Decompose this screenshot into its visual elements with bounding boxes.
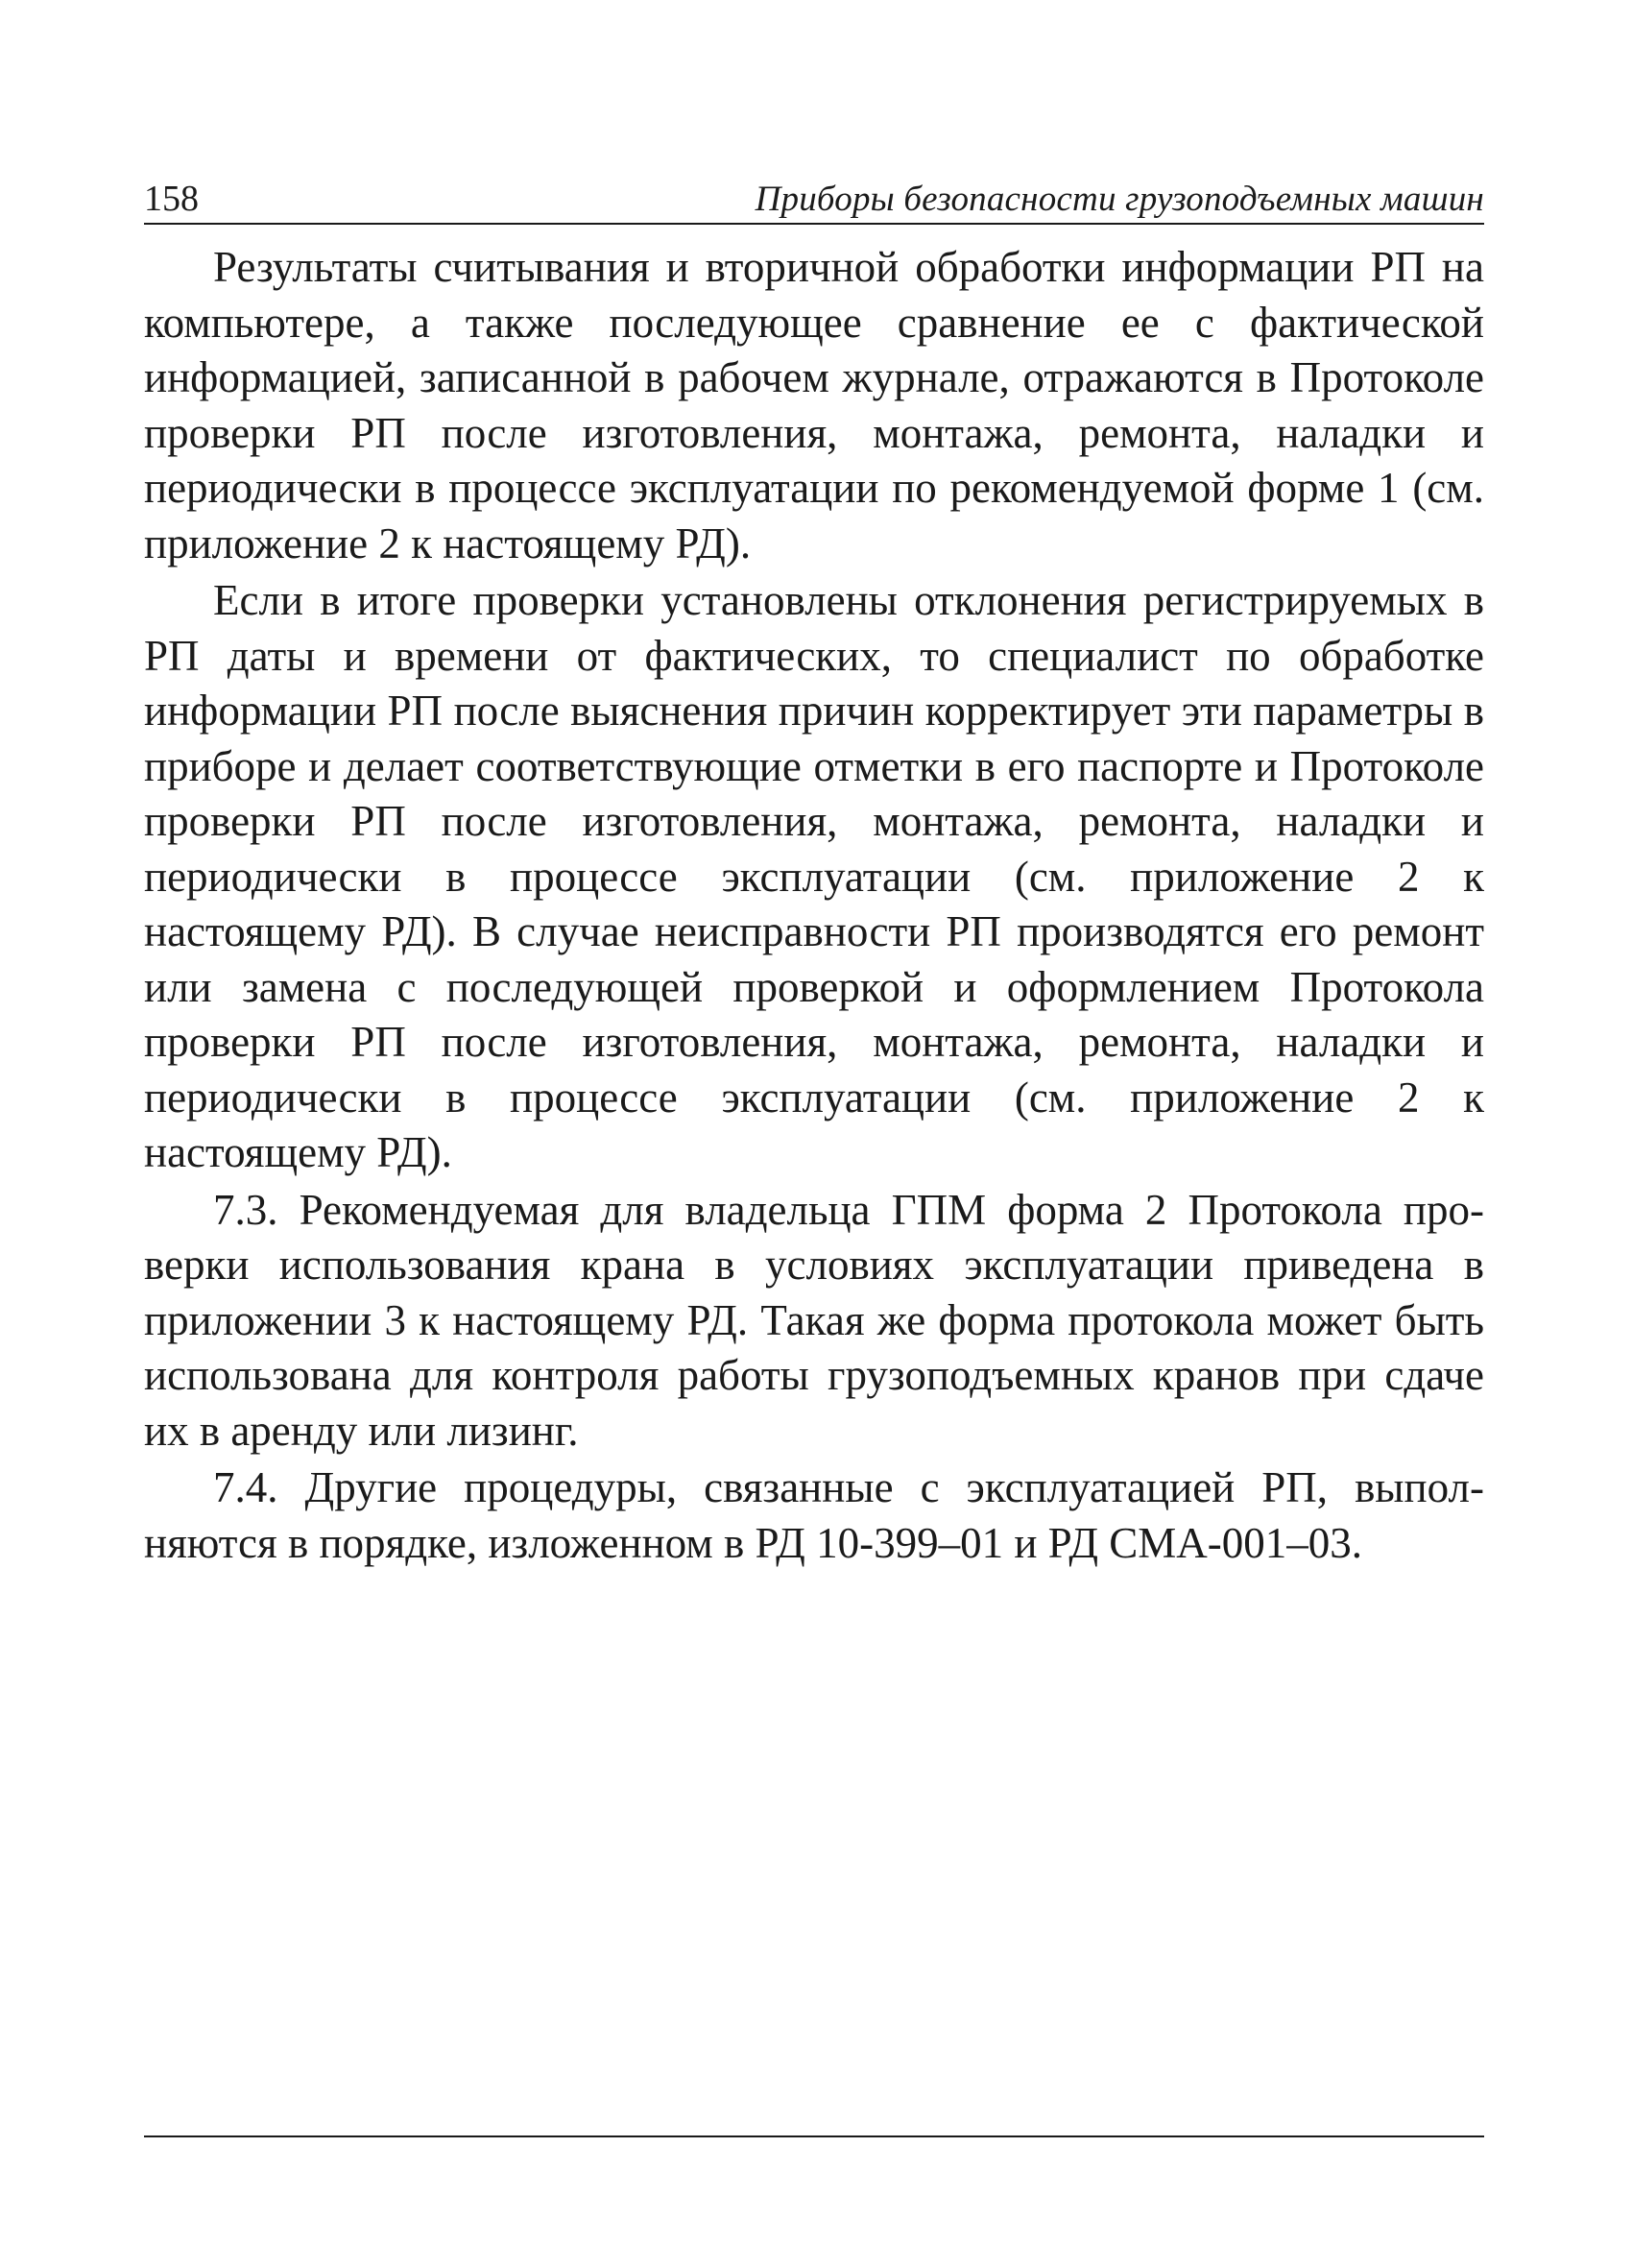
- paragraph-section-7-4: 7.4. Другие процедуры, связанные с эксплуатацией РП, выполняются в порядке, изложенном в РД 10-399–01 и РД СМА-001–03.: [144, 1463, 1484, 1567]
- footer-rule: [144, 2135, 1484, 2137]
- paragraph-results-reading: Результаты считывания и вторичной обработки информации РП на компьютере, а также последующее сравнение ее с фактической информацией, записанной в рабочем журнале, отражаются в Протоколе проверки РП после изготовления, монтажа, ремонта, наладки и периодически в процессе эксплуатации по рекомендуемой форме 1 (см. приложение 2 к настоящему РД).: [144, 243, 1484, 567]
- page-number: 158: [144, 179, 199, 219]
- paragraph-section-7-3: 7.3. Рекомендуемая для владельца ГПМ форма 2 Протокола проверки использования крана в условиях эксплуатации приведена в приложении 3 к настоящему РД. Такая же форма протокола может быть использована для контроля работы грузоподъемных кранов при сдаче их в аренду или лизинг.: [144, 1185, 1484, 1455]
- body-text: [144, 240, 1484, 1573]
- running-header: [144, 171, 1484, 225]
- running-header-title: Приборы безопасности грузоподъемных машин: [755, 180, 1484, 219]
- paragraph-deviations: Если в итоге проверки установлены отклонения регистрируемых в РП даты и времени от фактических, то специалист по обработке информации РП после выяснения причин корректирует эти параметры в приборе и делает соответствующие отметки в его паспорте и Протоколе проверки РП после изготовления, монтажа, ремонта, наладки и периодически в процессе эксплуатации (см. приложение 2 к настоящему РД). В случае неисправности РП производятся его ремонт или замена с последующей проверкой и оформлением Протокола проверки РП после изготовления, монтажа, ремонта, наладки и периодически в процессе эксплуатации (см. приложение 2 к настоящему РД).: [144, 576, 1484, 1176]
